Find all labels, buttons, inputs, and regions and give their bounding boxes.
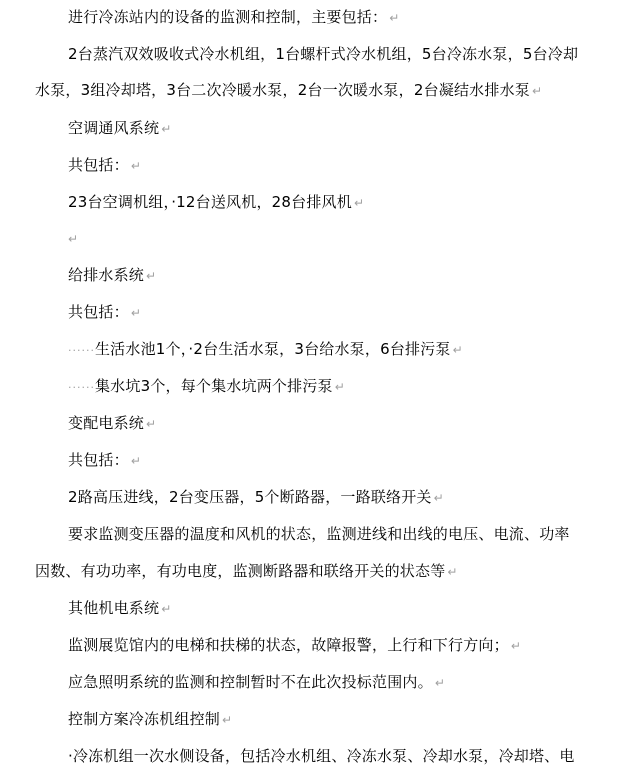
- paragraph-text: 空调通风系统: [68, 119, 160, 137]
- heading-chiller-control: [68, 709, 232, 730]
- paragraph-text: 共包括：: [68, 303, 129, 321]
- paragraph-text: 变配电系统: [68, 414, 145, 432]
- paragraph-mark-icon: ↵: [222, 713, 233, 727]
- paragraph-mark-icon: ↵: [130, 306, 142, 320]
- paragraph-mark-icon: ↵: [334, 380, 345, 394]
- paragraph-mark-icon: ↵: [130, 159, 142, 173]
- paragraph-mark-icon: ↵: [68, 232, 79, 246]
- paragraph-water-pumps: [68, 339, 463, 361]
- paragraph-text: 应急照明系统的监测和控制暂时不在此次投标范围内。: [68, 673, 433, 691]
- paragraph-text: 控制方案冷冻机组控制: [68, 710, 221, 728]
- paragraph-text: 给排水系统: [68, 266, 145, 284]
- paragraph-text: 2路高压进线，2台变压器，5个断路器，一路联络开关: [68, 488, 432, 506]
- heading-water-system: [68, 265, 156, 286]
- paragraph-chiller-equipment-line1: [68, 44, 578, 64]
- paragraph-text: 因数、有功功率，有功电度，监测断路器和联络开关的状态等: [35, 562, 446, 580]
- paragraph-mark-icon: ↵: [130, 454, 142, 468]
- paragraph-mark-icon: ↵: [389, 11, 400, 25]
- paragraph-mark-icon: ↵: [161, 122, 172, 136]
- paragraph-mark-icon: ↵: [531, 84, 543, 98]
- paragraph-mark-icon: ↵: [434, 676, 446, 690]
- paragraph-power-equipment: [68, 487, 444, 508]
- paragraph-power-monitoring-line2: [35, 561, 458, 582]
- paragraph-mark-icon: ↵: [146, 417, 157, 431]
- paragraph-mark-icon: ↵: [452, 343, 463, 357]
- paragraph-text: 监测展览馆内的电梯和扶梯的状态，故障报警，上行和下行方向；: [68, 636, 509, 654]
- paragraph-text: 水泵，3组冷却塔，3台二次冷暖水泵，2台一次暖水泵，2台凝结水排水泵: [35, 81, 530, 99]
- paragraph-text: 生活水池1个，·2台生活水泵，3台给水泵，6台排污泵: [94, 340, 451, 358]
- tab-leader: ······: [68, 344, 95, 357]
- paragraph-text: 进行冷冻站内的设备的监测和控制，主要包括：: [68, 8, 388, 26]
- paragraph-text: 其他机电系统: [68, 599, 160, 617]
- heading-power-distribution: [68, 413, 156, 434]
- paragraph-hvac-units: [68, 192, 364, 213]
- paragraph-text: 23台空调机组，·12台送风机，28台排风机: [68, 193, 352, 211]
- paragraph-mark-icon: ↵: [447, 565, 458, 579]
- paragraph-chiller-equipment-line2: [35, 80, 542, 101]
- heading-other-systems: [68, 598, 171, 619]
- paragraph-mark-icon: ↵: [146, 269, 157, 283]
- paragraph-text: 共包括：: [68, 451, 129, 469]
- paragraph-mark-icon: ↵: [353, 196, 365, 210]
- tab-leader: ······: [68, 381, 95, 394]
- paragraph-elevator-monitoring: [68, 635, 521, 656]
- paragraph-text: 要求监测变压器的温度和风机的状态，监测进线和出线的电压、电流、功率: [68, 525, 570, 543]
- paragraph-sump-pits: [68, 376, 345, 398]
- paragraph-text: 2台蒸汽双效吸收式冷水机组，1台螺杆式冷水机组，5台冷冻水泵，5台冷却: [68, 45, 579, 63]
- heading-hvac-system: [68, 118, 171, 139]
- paragraph-mark-icon: ↵: [433, 491, 444, 505]
- paragraph-text: ·冷冻机组一次水侧设备，包括冷水机组、冷冻水泵、冷却水泵，冷却塔、电: [68, 747, 575, 765]
- paragraph-mark-icon: ↵: [510, 639, 522, 653]
- paragraph-mark-icon: ↵: [161, 602, 172, 616]
- paragraph-includes: [68, 155, 141, 176]
- paragraph-intro: [68, 7, 399, 28]
- paragraph-includes: [68, 450, 141, 471]
- paragraph-includes: [68, 302, 141, 323]
- paragraph-chiller-primary-side: [68, 746, 575, 766]
- paragraph-text: 共包括：: [68, 156, 129, 174]
- paragraph-emergency-lighting: [68, 672, 445, 693]
- paragraph-power-monitoring-line1: [68, 524, 570, 544]
- paragraph-text: 集水坑3个，每个集水坑两个排污泵: [94, 377, 333, 395]
- paragraph-empty: [68, 228, 78, 249]
